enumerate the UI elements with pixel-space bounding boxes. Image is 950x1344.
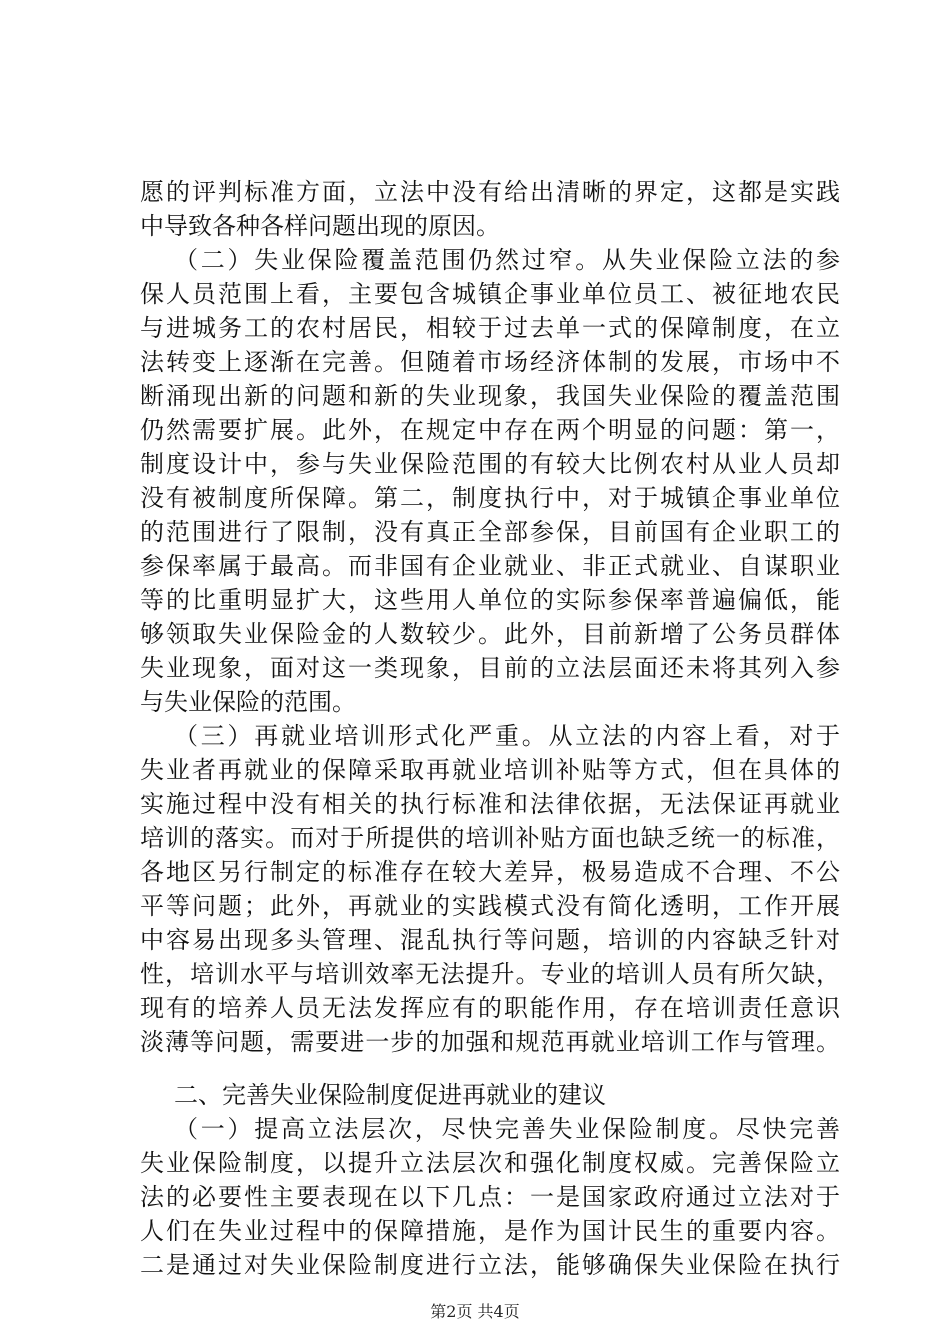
paragraph-line: （一）提高立法层次，尽快完善失业保险制度。尽快完善 (174, 1115, 840, 1143)
paragraph-line: （二）失业保险覆盖范围仍然过窄。从失业保险立法的参 (174, 246, 840, 274)
paragraph-line: 二是通过对失业保险制度进行立法，能够确保失业保险在执行 (140, 1251, 840, 1279)
paragraph-line: 失业者再就业的保障采取再就业培训补贴等方式，但在具体的 (140, 756, 840, 784)
paragraph-line: 现有的培养人员无法发挥应有的职能作用，存在培训责任意识 (140, 994, 840, 1022)
paragraph-line: 实施过程中没有相关的执行标准和法律依据，无法保证再就业 (140, 790, 840, 818)
paragraph-line: 等的比重明显扩大，这些用人单位的实际参保率普遍偏低，能 (140, 586, 840, 614)
paragraph-line: 法转变上逐渐在完善。但随着市场经济体制的发展，市场中不 (140, 348, 840, 376)
paragraph-line: （三）再就业培训形式化严重。从立法的内容上看，对于 (174, 722, 840, 750)
paragraph-line: 参保率属于最高。而非国有企业就业、非正式就业、自谋职业 (140, 552, 840, 580)
paragraph-line: 与进城务工的农村居民，相较于过去单一式的保障制度，在立 (140, 314, 840, 342)
paragraph-line: 性，培训水平与培训效率无法提升。专业的培训人员有所欠缺， (140, 960, 840, 988)
paragraph-line: 仍然需要扩展。此外，在规定中存在两个明显的问题：第一， (140, 416, 840, 444)
paragraph-line: 平等问题；此外，再就业的实践模式没有简化透明，工作开展 (140, 892, 840, 920)
paragraph-line: 失业保险制度，以提升立法层次和强化制度权威。完善保险立 (140, 1149, 840, 1177)
paragraph-line: 制度设计中，参与失业保险范围的有较大比例农村从业人员却 (140, 450, 840, 478)
paragraph-line: 中导致各种各样问题出现的原因。 (140, 212, 500, 240)
paragraph-line: 愿的评判标准方面，立法中没有给出清晰的界定，这都是实践 (140, 178, 840, 206)
paragraph-line: 各地区另行制定的标准存在较大差异，极易造成不合理、不公 (140, 858, 840, 886)
paragraph-line: 够领取失业保险金的人数较少。此外，目前新增了公务员群体 (140, 620, 840, 648)
paragraph-line: 培训的落实。而对于所提供的培训补贴方面也缺乏统一的标准， (140, 824, 840, 852)
paragraph-line: 人们在失业过程中的保障措施，是作为国计民生的重要内容。 (140, 1217, 840, 1245)
paragraph-line: 中容易出现多头管理、混乱执行等问题，培训的内容缺乏针对 (140, 926, 840, 954)
paragraph-line: 的范围进行了限制，没有真正全部参保，目前国有企业职工的 (140, 518, 840, 546)
paragraph-line: 断涌现出新的问题和新的失业现象，我国失业保险的覆盖范围 (140, 382, 840, 410)
section-heading: 二、完善失业保险制度促进再就业的建议 (174, 1081, 606, 1109)
paragraph-line: 淡薄等问题，需要进一步的加强和规范再就业培训工作与管理。 (140, 1028, 840, 1056)
paragraph-line: 与失业保险的范围。 (140, 688, 356, 716)
paragraph-line: 法的必要性主要表现在以下几点：一是国家政府通过立法对于 (140, 1183, 840, 1211)
paragraph-line: 保人员范围上看，主要包含城镇企事业单位员工、被征地农民 (140, 280, 840, 308)
paragraph-line: 没有被制度所保障。第二，制度执行中，对于城镇企事业单位 (140, 484, 840, 512)
paragraph-line: 失业现象，面对这一类现象，目前的立法层面还未将其列入参 (140, 654, 840, 682)
page-footer: 第2页 共4页 (430, 1302, 520, 1321)
